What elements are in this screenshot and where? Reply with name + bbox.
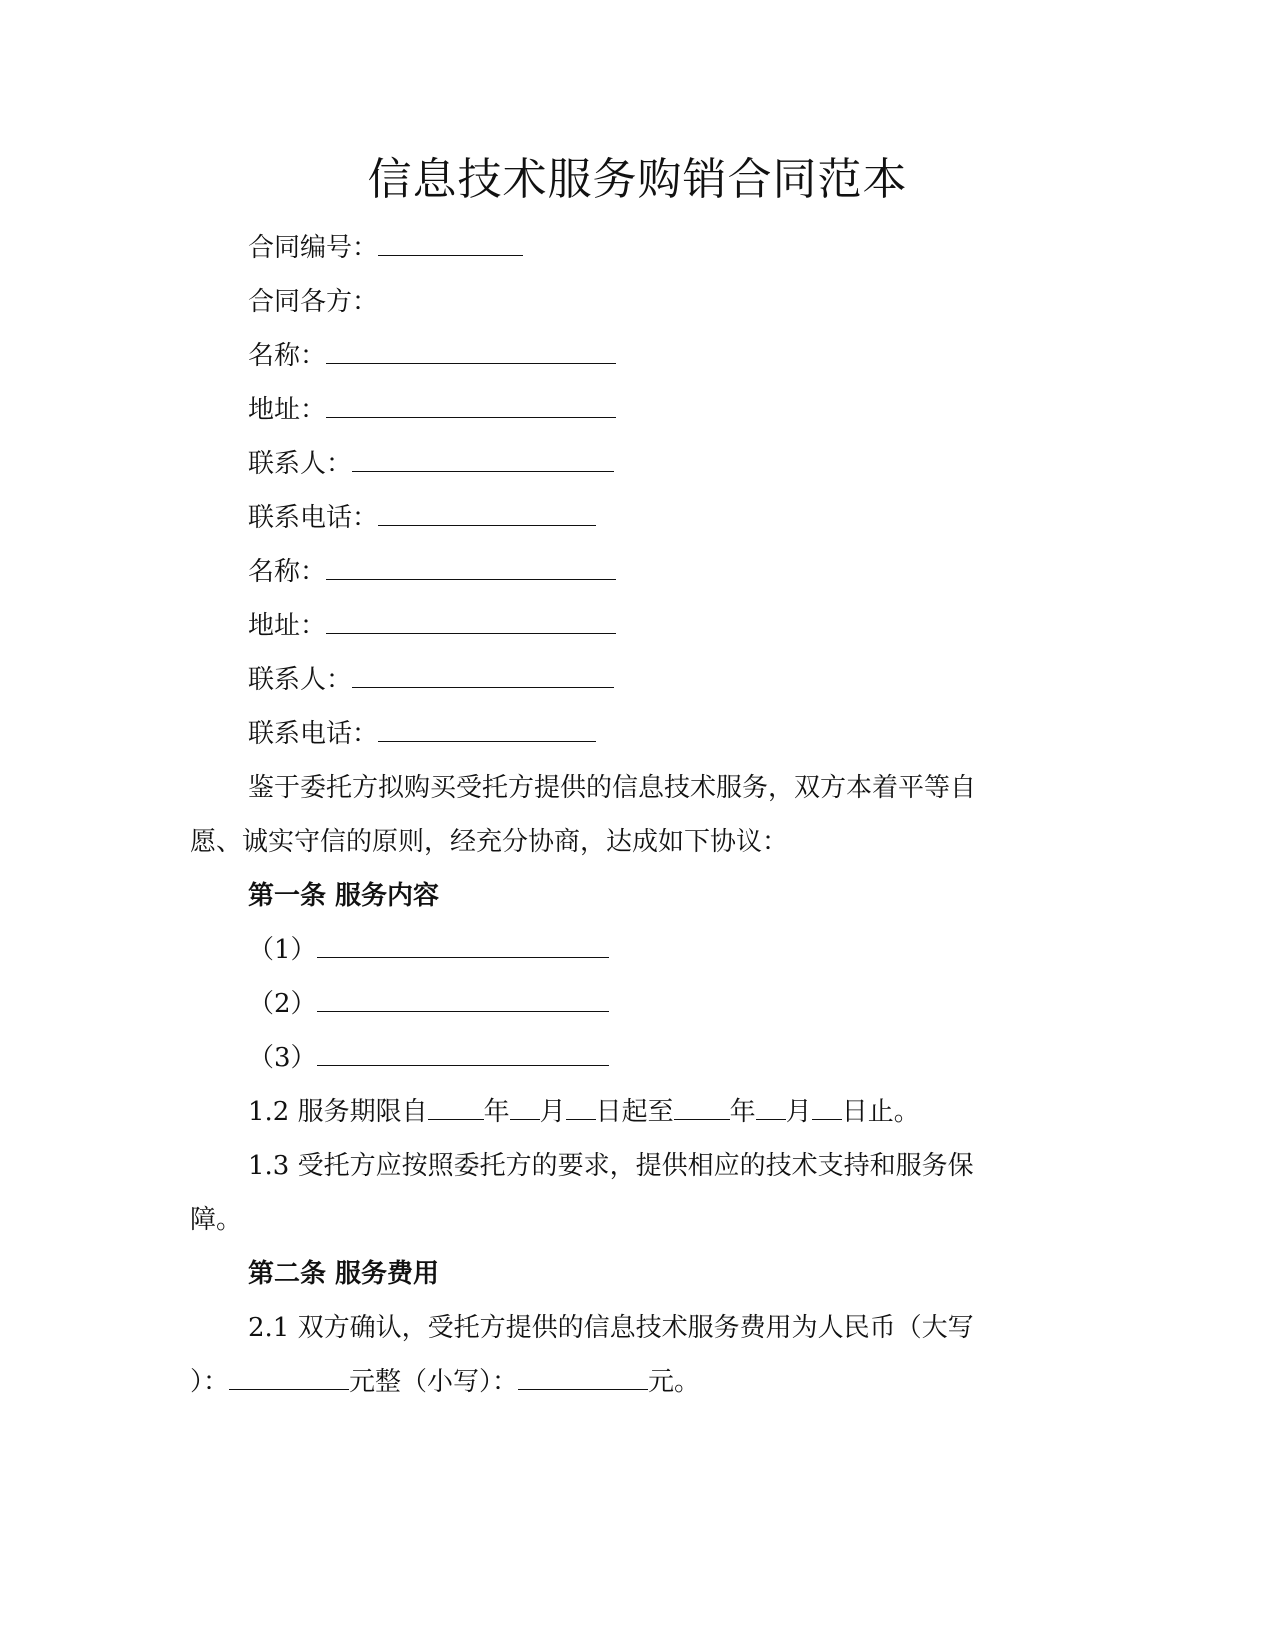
party2-contact-row <box>248 660 614 700</box>
end-year-label: 年 <box>729 1097 756 1127</box>
article2-heading: 第二条 服务费用 <box>248 1259 440 1289</box>
party2-name-label: 名称： <box>248 557 327 587</box>
party1-address-row <box>248 390 616 430</box>
end-month-blank[interactable] <box>756 1093 786 1120</box>
start-month-label: 月 <box>539 1097 566 1127</box>
party2-phone-blank[interactable] <box>378 715 596 742</box>
party1-phone-blank[interactable] <box>378 499 596 526</box>
clause-1-2-row <box>248 1092 920 1132</box>
party1-contact-label: 联系人： <box>248 449 353 479</box>
party2-contact-label: 联系人： <box>248 665 353 695</box>
parties-label-row <box>248 282 378 322</box>
service-item-2-row <box>248 984 609 1024</box>
fee-uppercase-blank[interactable] <box>229 1363 349 1390</box>
start-year-blank[interactable] <box>428 1093 484 1120</box>
party2-phone-row <box>248 714 596 754</box>
party1-address-blank[interactable] <box>326 391 616 418</box>
party1-name-row <box>248 336 616 376</box>
party2-phone-label: 联系电话： <box>248 719 379 749</box>
party1-phone-row <box>248 498 596 538</box>
service-item-3-label: （3） <box>248 1043 317 1073</box>
end-day-blank[interactable] <box>812 1093 842 1120</box>
party1-name-blank[interactable] <box>326 337 616 364</box>
service-item-1-label: （1） <box>248 935 317 965</box>
clause-1-3-line-2: 障。 <box>190 1205 243 1235</box>
party2-contact-blank[interactable] <box>352 661 614 688</box>
party2-name-row <box>248 552 616 592</box>
contract-number-row <box>248 228 523 268</box>
parties-label: 合同各方： <box>248 287 379 317</box>
clause-2-1-start: ）： <box>190 1367 230 1397</box>
clause-2-1-line-2 <box>190 1362 700 1402</box>
party1-name-label: 名称： <box>248 341 327 371</box>
party2-address-blank[interactable] <box>326 607 616 634</box>
end-day-label: 日止。 <box>841 1097 920 1127</box>
service-item-1-row <box>248 930 609 970</box>
clause-1-2-prefix: 1.2 服务期限自 <box>248 1097 428 1127</box>
service-item-1-blank[interactable] <box>317 931 609 958</box>
service-item-2-blank[interactable] <box>317 985 609 1012</box>
article1-heading: 第一条 服务内容 <box>248 881 440 911</box>
fee-lowercase-blank[interactable] <box>518 1363 648 1390</box>
start-day-blank[interactable] <box>566 1093 596 1120</box>
document-title: 信息技术服务购销合同范本 <box>367 154 908 205</box>
preamble-line-2: 愿、诚实守信的原则，经充分协商，达成如下协议： <box>190 827 789 857</box>
start-day-label: 日起至 <box>595 1097 674 1127</box>
party1-address-label: 地址： <box>248 395 327 425</box>
end-year-blank[interactable] <box>674 1093 730 1120</box>
party2-address-label: 地址： <box>248 611 327 641</box>
service-item-3-row <box>248 1038 609 1078</box>
party2-address-row <box>248 606 616 646</box>
contract-number-label: 合同编号： <box>248 233 379 263</box>
party2-name-blank[interactable] <box>326 553 616 580</box>
service-item-2-label: （2） <box>248 989 317 1019</box>
clause-1-3-line-1: 1.3 受托方应按照委托方的要求，提供相应的技术支持和服务保 <box>248 1151 974 1181</box>
clause-2-1-mid: 元整（小写）： <box>349 1367 519 1397</box>
clause-2-1-line-1: 2.1 双方确认，受托方提供的信息技术服务费用为人民币（大写 <box>248 1313 974 1343</box>
party1-phone-label: 联系电话： <box>248 503 379 533</box>
start-year-label: 年 <box>483 1097 510 1127</box>
contract-number-blank[interactable] <box>378 229 523 256</box>
start-month-blank[interactable] <box>510 1093 540 1120</box>
party1-contact-blank[interactable] <box>352 445 614 472</box>
clause-2-1-end: 元。 <box>648 1367 701 1397</box>
preamble-line-1: 鉴于委托方拟购买受托方提供的信息技术服务，双方本着平等自 <box>248 773 977 803</box>
party1-contact-row <box>248 444 614 484</box>
end-month-label: 月 <box>785 1097 812 1127</box>
service-item-3-blank[interactable] <box>317 1039 609 1066</box>
